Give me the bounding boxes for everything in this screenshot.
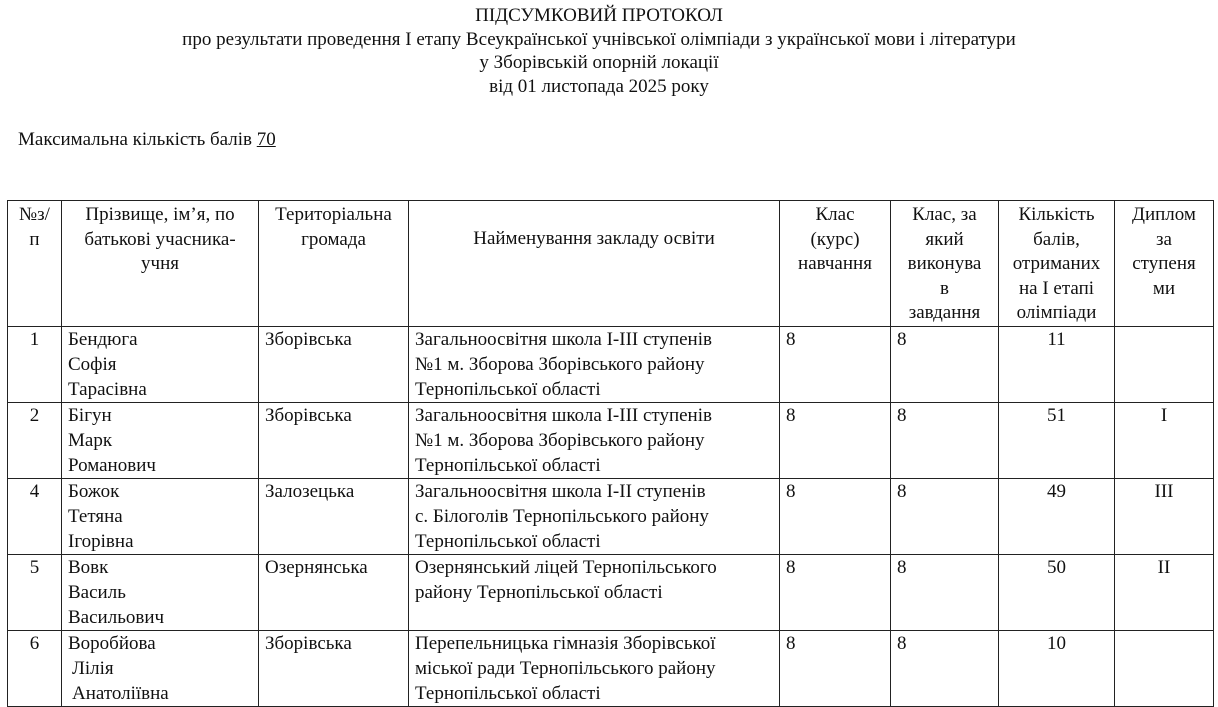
table-row [8, 478, 1214, 554]
diploma: ІІІ [1115, 478, 1214, 554]
table-row [8, 554, 1214, 630]
task-grade: 8 [891, 630, 999, 706]
school-name: Загальноосвітня школа І-ІІ ступенів с. Білоголів Тернопільського району Тернопільської області [409, 478, 780, 554]
diploma: ІІ [1115, 554, 1214, 630]
score: 50 [999, 554, 1115, 630]
diploma [1115, 630, 1214, 706]
school-name: Загальноосвітня школа І-ІІІ ступенів №1 м. Зборова Зборівського району Тернопільської області [409, 402, 780, 478]
table-row [8, 326, 1214, 402]
school-name: Загальноосвітня школа І-ІІІ ступенів №1 м. Зборова Зборівського району Тернопільської області [409, 326, 780, 402]
table-row [8, 402, 1214, 478]
grade: 8 [780, 326, 891, 402]
header-school: Найменування закладу освіти [409, 201, 780, 327]
header-score: Кількість балів, отриманих на І етапі олімпіади [999, 201, 1115, 327]
diploma: І [1115, 402, 1214, 478]
task-grade: 8 [891, 478, 999, 554]
grade: 8 [780, 554, 891, 630]
protocol-date: від 01 листопада 2025 року [489, 75, 709, 97]
max-score-value: 70 [256, 129, 276, 150]
results-table [7, 200, 1214, 707]
participant-name: Вовк Василь Васильович [62, 554, 259, 630]
grade: 8 [780, 478, 891, 554]
community: Зборівська [259, 402, 409, 478]
participant-name: Бендюга Софія Тарасівна [62, 326, 259, 402]
task-grade: 8 [891, 326, 999, 402]
header-diploma: Диплом за ступеня ми [1115, 201, 1214, 327]
header-grade: Клас (курс) навчання [780, 201, 891, 327]
header-name: Прізвище, ім’я, по батькові учасника- учня [62, 201, 259, 327]
participant-name: Воробйова Лілія Анатоліївна [62, 630, 259, 706]
community: Озернянська [259, 554, 409, 630]
grade: 8 [780, 402, 891, 478]
task-grade: 8 [891, 554, 999, 630]
school-name: Перепельницька гімназія Зборівської міської ради Тернопільського району Тернопільської області [409, 630, 780, 706]
protocol-title: ПІДСУМКОВИЙ ПРОТОКОЛ [475, 5, 723, 26]
diploma [1115, 326, 1214, 402]
row-num: 6 [8, 630, 62, 706]
max-score-line [18, 128, 276, 151]
participant-name: Бігун Марк Романович [62, 402, 259, 478]
header-task-grade: Клас, за який виконува в завдання [891, 201, 999, 327]
row-num: 4 [8, 478, 62, 554]
score: 11 [999, 326, 1115, 402]
score: 10 [999, 630, 1115, 706]
score: 49 [999, 478, 1115, 554]
grade: 8 [780, 630, 891, 706]
table-row [8, 630, 1214, 706]
row-num: 2 [8, 402, 62, 478]
row-num: 5 [8, 554, 62, 630]
header-community: Територіальна громада [259, 201, 409, 327]
protocol-subtitle-line-1: про результати проведення І етапу Всеукраїнської учнівської олімпіади з української мови і літератури [182, 28, 1016, 50]
school-name: Озернянський ліцей Тернопільського району Тернопільської області [409, 554, 780, 630]
participant-name: Божок Тетяна Ігорівна [62, 478, 259, 554]
max-score-label: Максимальна кількість балів [18, 129, 252, 150]
community: Залозецька [259, 478, 409, 554]
score: 51 [999, 402, 1115, 478]
table-header-row [8, 201, 1214, 327]
protocol-subtitle-line-2: у Зборівській опорній локації [479, 52, 719, 73]
header-num: №з/ п [8, 201, 62, 327]
row-num: 1 [8, 326, 62, 402]
community: Зборівська [259, 630, 409, 706]
task-grade: 8 [891, 402, 999, 478]
protocol-header [0, 4, 1198, 98]
community: Зборівська [259, 326, 409, 402]
